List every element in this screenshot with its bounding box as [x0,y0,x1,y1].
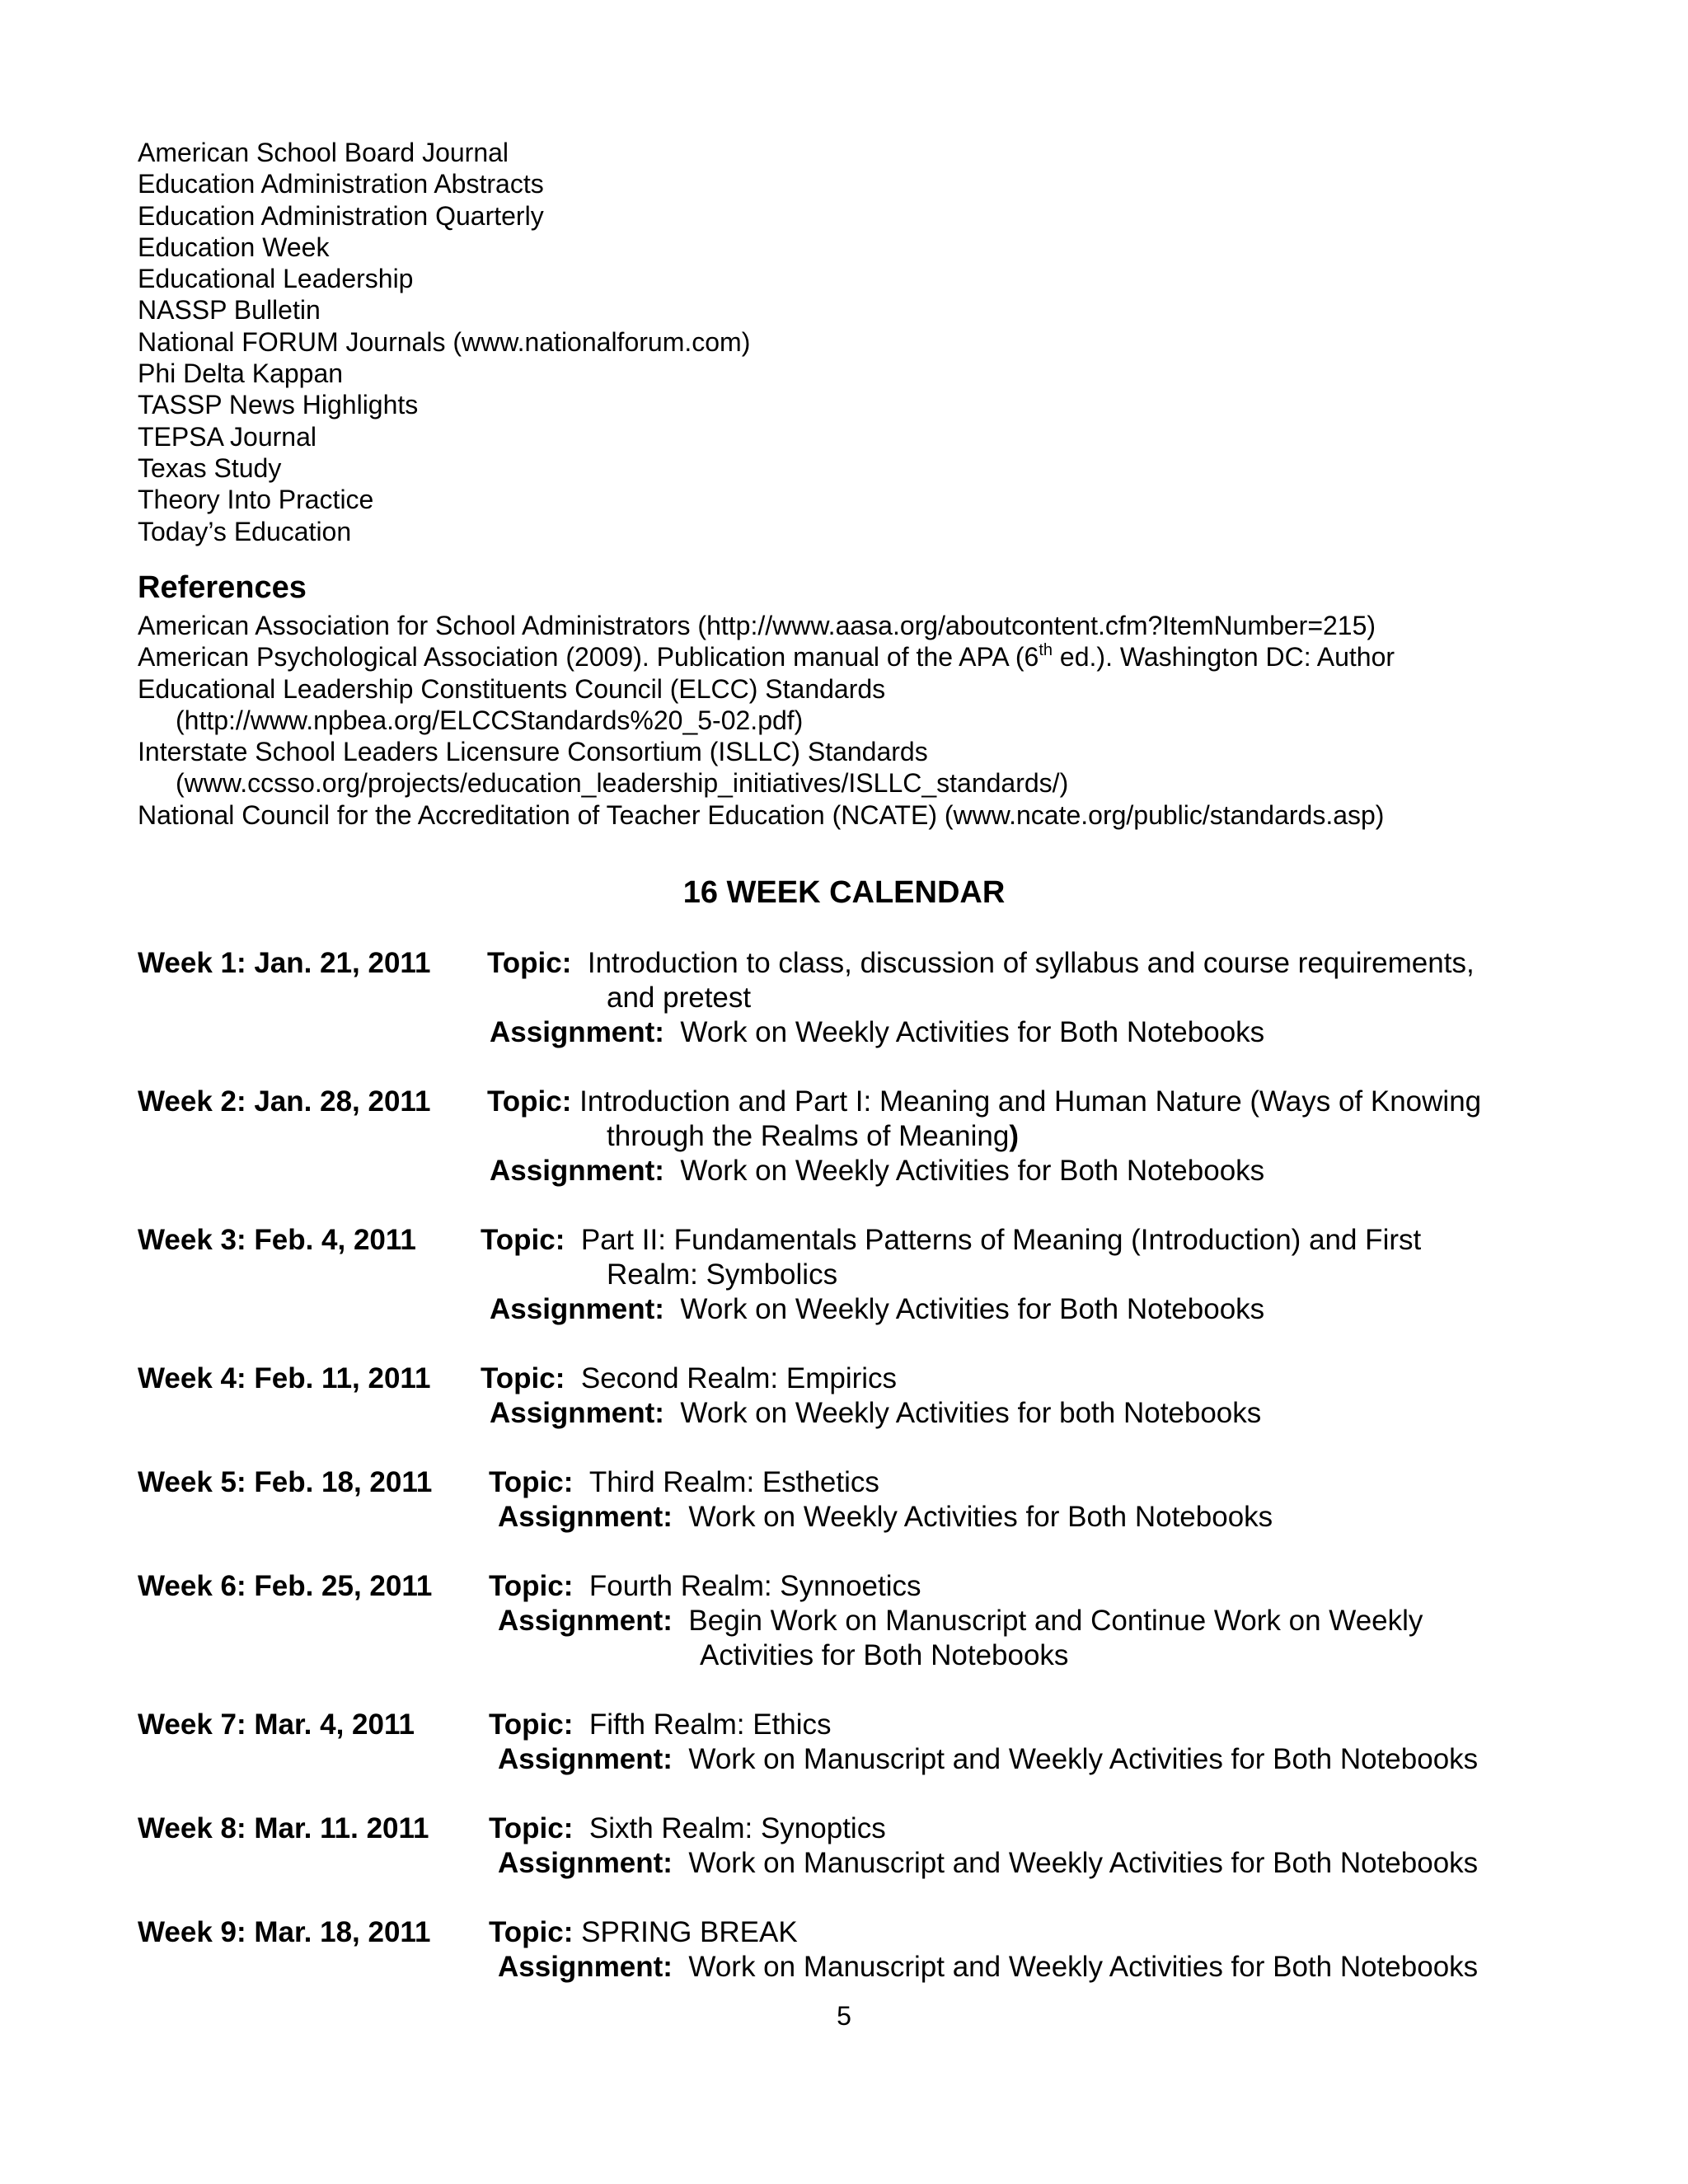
week-label: Week 8: Mar. 11. 2011 [138,1812,429,1844]
assignment-label: Assignment: [490,1397,664,1429]
topic-text: Part II: Fundamentals Patterns of Meaning (Introduction) and First [580,1224,1422,1256]
assignment-label: Assignment: [498,1501,673,1533]
week-topic [481,1223,1421,1258]
assignment-label: Assignment: [498,1605,673,1637]
topic-continuation: and pretest [607,982,752,1014]
topic-text: Fourth Realm: Synnoetics [588,1570,921,1602]
assignment-label: Assignment: [498,1743,673,1775]
week-topic [489,1708,832,1742]
week-topic [487,1085,1481,1119]
week-topic [487,946,1475,981]
journal-item: TEPSA Journal [138,421,316,452]
topic-continuation: Realm: Symbolics [607,1258,838,1291]
week-assignment [498,1950,1478,1985]
week-topic [481,1361,897,1396]
topic-text: Introduction and Part I: Meaning and Human Nature (Ways of Knowing [579,1085,1482,1118]
calendar-title: 16 WEEK CALENDAR [682,875,1006,910]
reference-isllc-url: (www.ccsso.org/projects/education_leadership_initiatives/ISLLC_standards/) [176,768,1069,799]
week-assignment [490,1396,1261,1431]
assignment-label: Assignment: [498,1951,673,1983]
topic-label: Topic: [489,1916,574,1948]
reference-elcc-url: (http://www.npbea.org/ELCCStandards%20_5-02.pdf) [176,705,804,735]
reference-apa [138,641,1395,673]
reference-isllc: Interstate School Leaders Licensure Consortium (ISLLC) Standards [138,737,928,767]
topic-label: Topic: [487,1085,572,1118]
assignment-text: Work on Manuscript and Weekly Activities for Both Notebooks [688,1847,1479,1879]
week-topic [489,1465,879,1500]
topic-text: Sixth Realm: Synoptics [588,1812,886,1844]
assignment-text: Work on Weekly Activities for Both Notebooks [680,1293,1265,1325]
topic-close-paren: ) [1009,1120,1019,1152]
assignment-label: Assignment: [490,1155,664,1187]
assignment-continuation: Activities for Both Notebooks [700,1639,1069,1671]
page-number: 5 [837,2001,851,2031]
topic-label: Topic: [489,1466,574,1498]
assignment-text: Begin Work on Manuscript and Continue Work on Weekly [688,1605,1423,1637]
week-assignment [498,1500,1273,1535]
reference-ncate: National Council for the Accreditation of Teacher Education (NCATE) (www.ncate.org/public/standards.asp) [138,799,1385,830]
references-heading: References [138,570,307,605]
assignment-label: Assignment: [490,1016,664,1048]
topic-text: Second Realm: Empirics [580,1362,898,1394]
references-list [138,610,1395,831]
week-topic [489,1915,798,1950]
assignment-label: Assignment: [498,1847,673,1879]
week-label: Week 4: Feb. 11, 2011 [138,1362,431,1394]
journal-item: Education Administration Abstracts [138,169,544,199]
topic-label: Topic: [487,947,572,979]
topic-label: Topic: [489,1812,574,1844]
journal-item: NASSP Bulletin [138,295,321,326]
week-assignment [498,1604,1423,1638]
journal-item: Today’s Education [138,516,352,546]
week-assignment [490,1154,1264,1188]
week-topic [489,1569,921,1604]
week-label: Week 1: Jan. 21, 2011 [138,947,431,979]
topic-text: Introduction to class, discussion of syllabus and course requirements, [587,947,1475,979]
assignment-label: Assignment: [490,1293,664,1325]
journal-item: Education Week [138,232,330,262]
assignment-text: Work on Weekly Activities for Both Notebooks [680,1155,1265,1187]
journal-item: Educational Leadership [138,264,414,294]
journal-item: Texas Study [138,452,282,483]
week-assignment [498,1846,1478,1881]
week-label: Week 3: Feb. 4, 2011 [138,1224,416,1256]
reference-aasa: American Association for School Administrators (http://www.aasa.org/aboutcontent.cfm?ItemNumber=215) [138,611,1376,640]
week-label: Week 5: Feb. 18, 2011 [138,1466,433,1498]
reference-apa-text-end: ed.). Washington DC: Author [1053,642,1395,673]
week-label: Week 6: Feb. 25, 2011 [138,1570,433,1602]
assignment-text: Work on Manuscript and Weekly Activities for Both Notebooks [688,1743,1479,1775]
journal-item: TASSP News Highlights [138,390,419,420]
journal-item: Education Administration Quarterly [138,200,544,231]
assignment-text: Work on Weekly Activities for Both Notebooks [680,1016,1265,1048]
topic-text: SPRING BREAK [581,1916,798,1948]
topic-text: Fifth Realm: Ethics [588,1708,832,1741]
topic-continuation [607,1119,1019,1154]
week-topic [489,1811,886,1846]
journal-item: Phi Delta Kappan [138,359,344,389]
week-assignment [490,1292,1264,1327]
week-label: Week 7: Mar. 4, 2011 [138,1708,415,1741]
journal-item: National FORUM Journals (www.nationalforum.com) [138,326,751,357]
reference-elcc: Educational Leadership Constituents Council (ELCC) Standards [138,673,886,704]
week-label: Week 2: Jan. 28, 2011 [138,1085,431,1118]
reference-apa-text: American Psychological Association (2009). Publication manual of the APA (6 [138,642,1039,673]
topic-label: Topic: [481,1362,565,1394]
journal-item: Theory Into Practice [138,485,374,515]
week-assignment [498,1742,1478,1777]
reference-apa-superscript: th [1039,640,1053,659]
assignment-text: Work on Weekly Activities for Both Notebooks [688,1501,1273,1533]
week-label: Week 9: Mar. 18, 2011 [138,1916,431,1948]
journal-item: American School Board Journal [138,138,509,167]
journal-list [138,137,750,547]
topic-label: Topic: [489,1708,574,1741]
topic-continuation-text: through the Realms of Meaning [607,1120,1010,1152]
topic-label: Topic: [489,1570,574,1602]
assignment-text: Work on Weekly Activities for both Notebooks [680,1397,1262,1429]
week-assignment [490,1015,1264,1050]
assignment-text: Work on Manuscript and Weekly Activities for Both Notebooks [688,1951,1479,1983]
topic-label: Topic: [481,1224,565,1256]
topic-text: Third Realm: Esthetics [588,1466,879,1498]
